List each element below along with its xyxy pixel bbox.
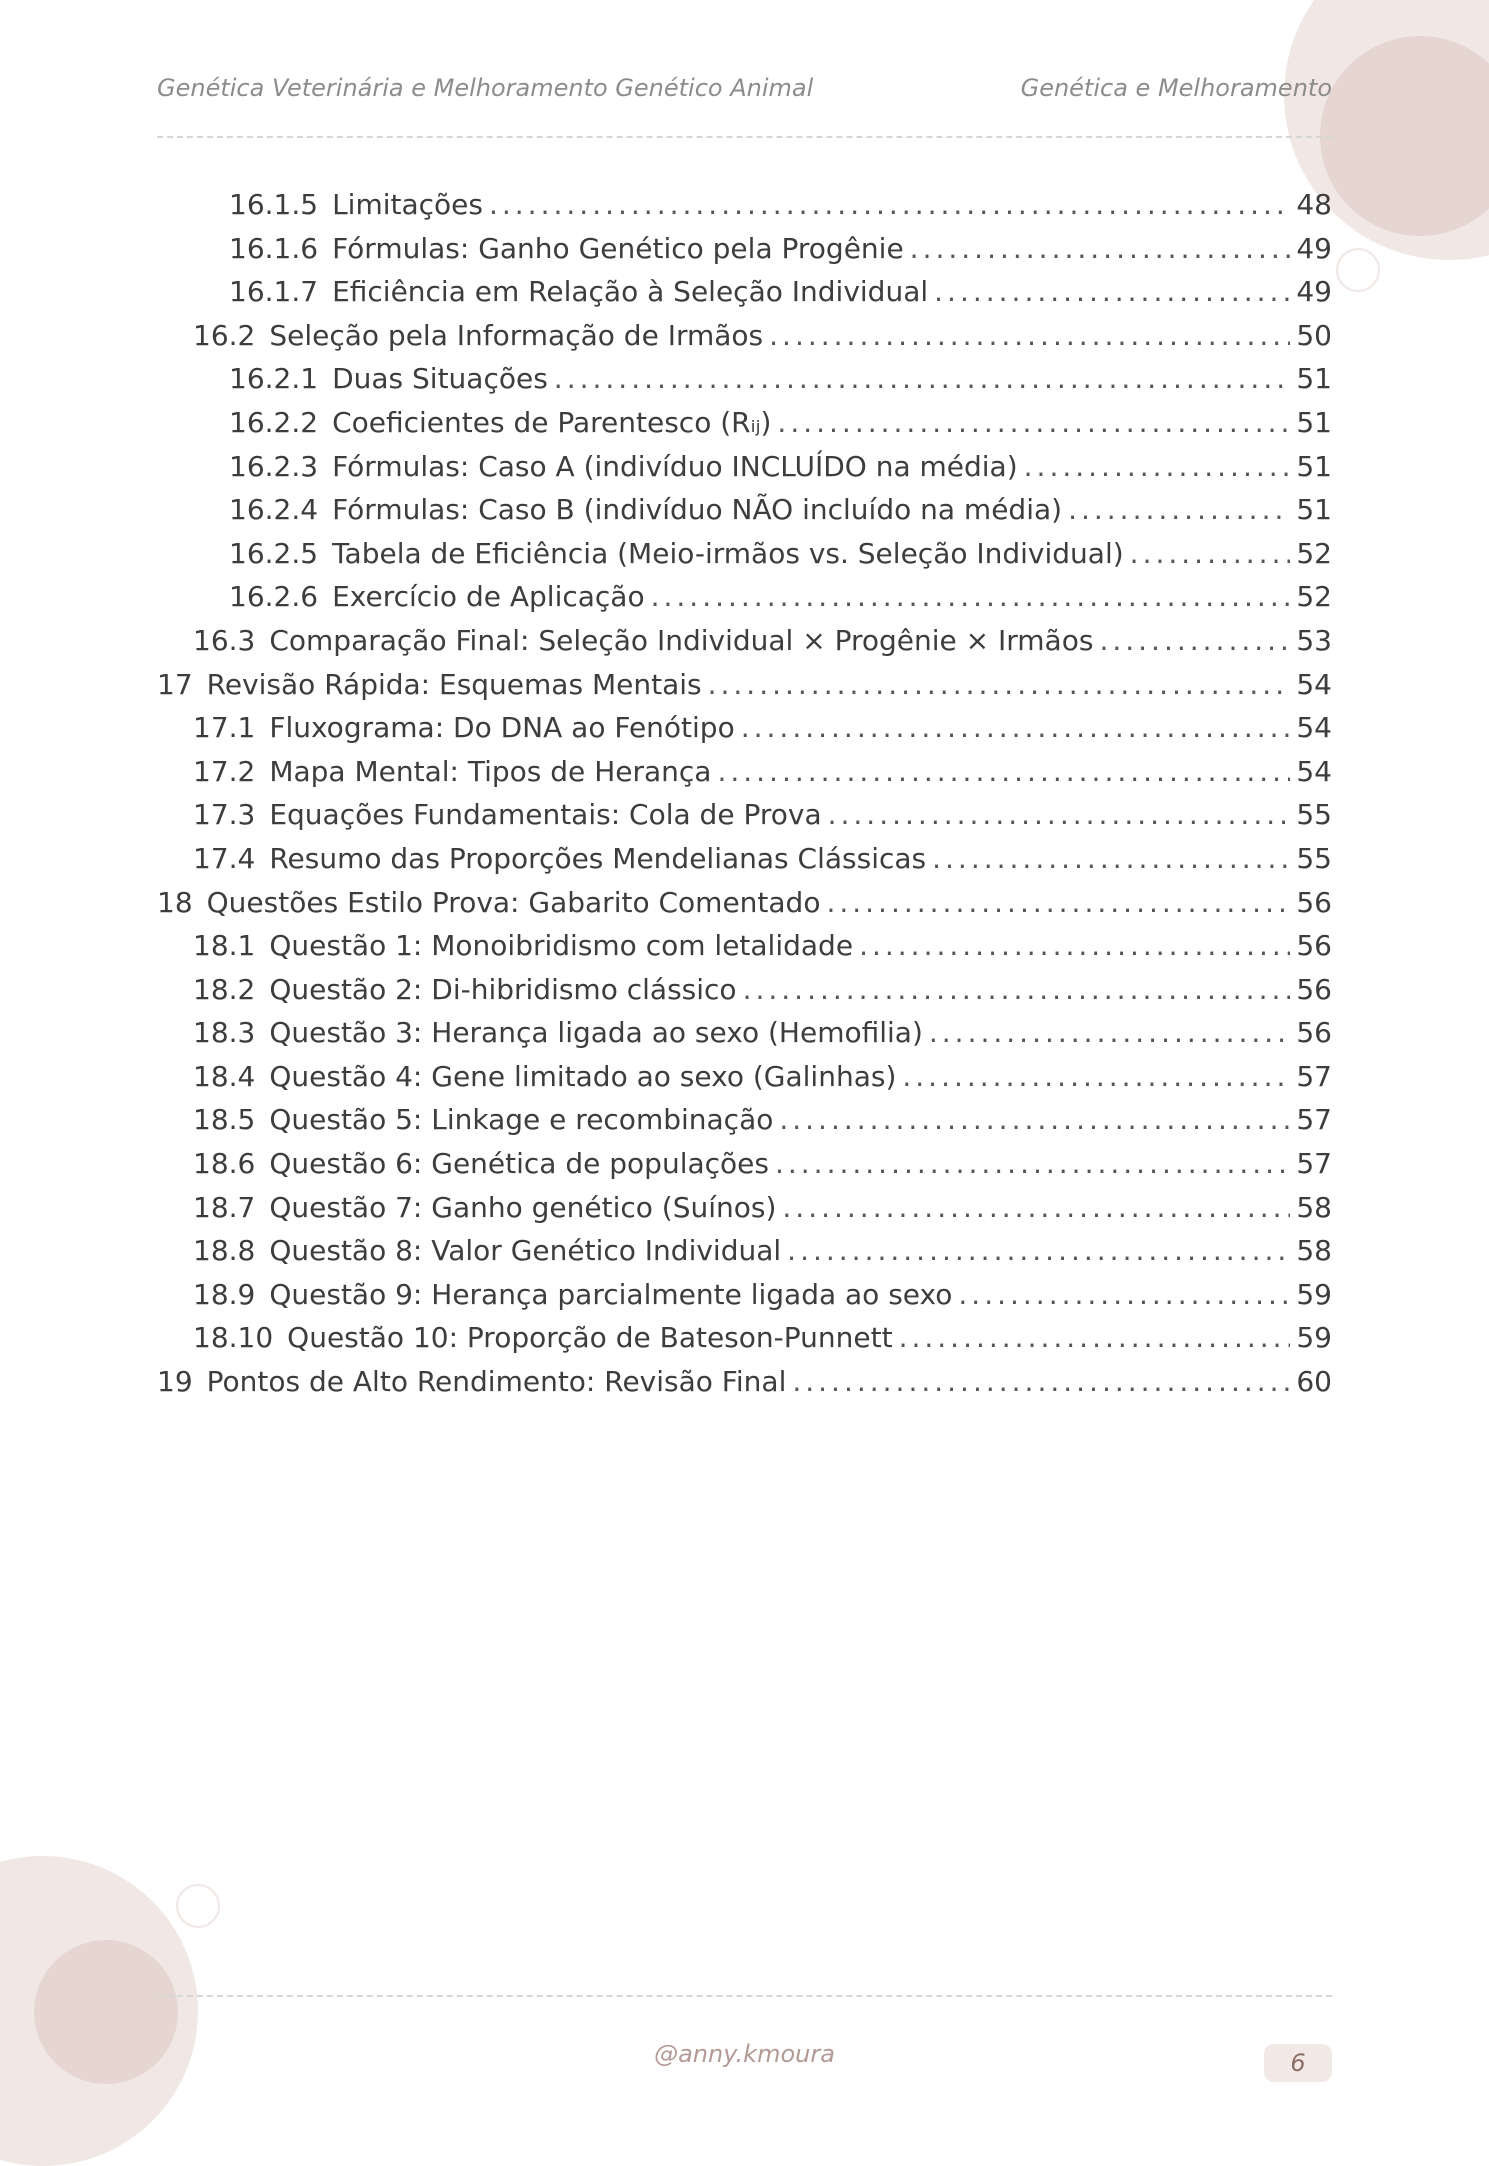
- toc-entry-page: 57: [1296, 1147, 1332, 1181]
- toc-entry-page: 59: [1296, 1321, 1332, 1355]
- toc-entry[interactable]: [157, 842, 1332, 886]
- toc-entry[interactable]: [157, 1191, 1332, 1235]
- page-number-badge: 6: [1264, 2044, 1332, 2082]
- toc-entry-number: 16.2: [193, 318, 256, 352]
- toc-entry-title: Mapa Mental: Tipos de Herança: [269, 754, 712, 788]
- toc-entry-title: Duas Situações: [332, 362, 548, 396]
- toc-entry-number: 16.2.4: [229, 493, 319, 527]
- toc-entry[interactable]: [157, 668, 1332, 712]
- footer-handle: @anny.kmoura: [654, 2040, 835, 2068]
- toc-entry-page: 55: [1296, 841, 1332, 875]
- toc-leader-dots: [828, 798, 1291, 831]
- toc-leader-dots: [1099, 624, 1290, 657]
- toc-entry-page: 56: [1296, 1016, 1332, 1050]
- toc-entry-title: Questão 8: Valor Genético Individual: [269, 1234, 782, 1268]
- toc-entry-title: Fórmulas: Caso B (indivíduo NÃO incluído na média): [332, 493, 1063, 527]
- toc-entry-page: 53: [1296, 623, 1332, 657]
- toc-entry-page: 49: [1296, 231, 1332, 265]
- toc-leader-dots: [958, 1278, 1290, 1311]
- toc-entry[interactable]: [157, 1234, 1332, 1278]
- toc-entry-title: Exercício de Aplicação: [332, 580, 645, 614]
- toc-entry[interactable]: [157, 624, 1332, 668]
- toc-entry-page: 51: [1296, 405, 1332, 439]
- toc-entry-number: 17.4: [193, 841, 256, 875]
- toc-leader-dots: [902, 1060, 1290, 1093]
- toc-entry-number: 18.6: [193, 1147, 256, 1181]
- toc-entry-page: 54: [1296, 754, 1332, 788]
- decor-circle-small-bottom: [176, 1884, 220, 1928]
- toc-entry-title: Coeficientes de Parentesco (Rᵢⱼ): [332, 405, 772, 439]
- toc-entry-page: 56: [1296, 885, 1332, 919]
- toc-leader-dots: [859, 929, 1290, 962]
- decor-circle-small-top: [1336, 248, 1380, 292]
- toc-entry-number: 18.5: [193, 1103, 256, 1137]
- toc-entry-title: Tabela de Eficiência (Meio-irmãos vs. Seleção Individual): [332, 536, 1124, 570]
- toc-entry[interactable]: [157, 232, 1332, 276]
- toc-entry[interactable]: [157, 188, 1332, 232]
- header-divider: [157, 136, 1332, 138]
- toc-entry-title: Resumo das Proporções Mendelianas Clássicas: [269, 841, 927, 875]
- toc-leader-dots: [826, 886, 1290, 919]
- toc-entry-number: 16.2.1: [229, 362, 319, 396]
- toc-entry[interactable]: [157, 929, 1332, 973]
- toc-entry-number: 16.1.7: [229, 275, 319, 309]
- toc-leader-dots: [651, 580, 1291, 613]
- toc-entry-number: 18.7: [193, 1190, 256, 1224]
- toc-entry[interactable]: [157, 798, 1332, 842]
- toc-entry-page: 60: [1296, 1365, 1332, 1399]
- toc-leader-dots: [910, 232, 1291, 265]
- toc-entry-title: Fórmulas: Ganho Genético pela Progênie: [332, 231, 904, 265]
- toc-entry-title: Fluxograma: Do DNA ao Fenótipo: [269, 711, 735, 745]
- toc-entry-page: 54: [1296, 711, 1332, 745]
- toc-entry-page: 49: [1296, 275, 1332, 309]
- toc-leader-dots: [1068, 493, 1290, 526]
- toc-entry-number: 17.2: [193, 754, 256, 788]
- toc-leader-dots: [899, 1321, 1291, 1354]
- running-header-left: Genética Veterinária e Melhoramento Genético Animal: [157, 74, 814, 102]
- toc-entry-page: 48: [1296, 188, 1332, 221]
- toc-entry-title: Questão 7: Ganho genético (Suínos): [269, 1190, 777, 1224]
- toc-entry[interactable]: [157, 362, 1332, 406]
- toc-entry-title: Pontos de Alto Rendimento: Revisão Final: [206, 1365, 787, 1399]
- toc-entry-page: 56: [1296, 929, 1332, 963]
- toc-entry-number: 16.2.6: [229, 580, 319, 614]
- toc-entry-page: 51: [1296, 449, 1332, 483]
- toc-entry-title: Fórmulas: Caso A (indivíduo INCLUÍDO na média): [332, 449, 1018, 483]
- toc-entry-page: 58: [1296, 1234, 1332, 1268]
- toc-entry-title: Seleção pela Informação de Irmãos: [269, 318, 764, 352]
- toc-entry-page: 56: [1296, 972, 1332, 1006]
- toc-leader-dots: [929, 1016, 1290, 1049]
- toc-entry-title: Equações Fundamentais: Cola de Prova: [269, 798, 822, 832]
- toc-entry-title: Questão 10: Proporção de Bateson-Punnett: [287, 1321, 893, 1355]
- toc-entry-number: 17: [157, 667, 193, 701]
- toc-entry-title: Revisão Rápida: Esquemas Mentais: [206, 667, 702, 701]
- toc-leader-dots: [743, 973, 1291, 1006]
- toc-leader-dots: [717, 755, 1290, 788]
- toc-entry-page: 57: [1296, 1059, 1332, 1093]
- toc-entry-number: 17.1: [193, 711, 256, 745]
- toc-entry-page: 52: [1296, 580, 1332, 614]
- toc-entry-page: 51: [1296, 493, 1332, 527]
- toc-entry[interactable]: [157, 493, 1332, 537]
- toc-leader-dots: [932, 842, 1290, 875]
- toc-entry[interactable]: [157, 1103, 1332, 1147]
- toc-entry-number: 18.9: [193, 1277, 256, 1311]
- toc-entry[interactable]: [157, 1365, 1332, 1409]
- toc-leader-dots: [741, 711, 1291, 744]
- toc-entry-page: 58: [1296, 1190, 1332, 1224]
- toc-entry-number: 18.4: [193, 1059, 256, 1093]
- toc-entry-page: 50: [1296, 318, 1332, 352]
- toc-entry-title: Questão 5: Linkage e recombinação: [269, 1103, 774, 1137]
- toc-entry[interactable]: [157, 1147, 1332, 1191]
- toc-leader-dots: [489, 188, 1290, 221]
- toc-leader-dots: [769, 319, 1290, 352]
- toc-entry[interactable]: [157, 275, 1332, 319]
- toc-entry-title: Questão 3: Herança ligada ao sexo (Hemofilia): [269, 1016, 923, 1050]
- toc-leader-dots: [775, 1147, 1290, 1180]
- toc-entry-number: 16.1.5: [229, 188, 319, 221]
- toc-entry[interactable]: [157, 1060, 1332, 1104]
- toc-entry-number: 16.1.6: [229, 231, 319, 265]
- toc-entry[interactable]: [157, 886, 1332, 930]
- toc-leader-dots: [787, 1234, 1290, 1267]
- toc-entry[interactable]: [157, 973, 1332, 1017]
- toc-entry-title: Questão 2: Di-hibridismo clássico: [269, 972, 737, 1006]
- toc-entry[interactable]: [157, 1016, 1332, 1060]
- toc-leader-dots: [1130, 537, 1291, 570]
- toc-leader-dots: [782, 1191, 1290, 1224]
- toc-entry-title: Eficiência em Relação à Seleção Individual: [332, 275, 929, 309]
- toc-leader-dots: [777, 406, 1290, 439]
- toc-entry-number: 18.2: [193, 972, 256, 1006]
- toc-entry[interactable]: [157, 1321, 1332, 1365]
- toc-entry-number: 16.2.2: [229, 405, 319, 439]
- toc-leader-dots: [1024, 450, 1291, 483]
- toc-entry-title: Questão 1: Monoibridismo com letalidade: [269, 929, 854, 963]
- toc-entry[interactable]: [157, 580, 1332, 624]
- toc-entry-page: 59: [1296, 1277, 1332, 1311]
- toc-entry[interactable]: [157, 1278, 1332, 1322]
- toc-leader-dots: [779, 1103, 1290, 1136]
- toc-entry-title: Comparação Final: Seleção Individual × Progênie × Irmãos: [269, 623, 1094, 657]
- toc-entry-page: 51: [1296, 362, 1332, 396]
- toc-entry-number: 16.3: [193, 623, 256, 657]
- toc-entry-title: Limitações: [332, 188, 483, 221]
- toc-entry-number: 16.2.3: [229, 449, 319, 483]
- toc-entry-number: 19: [157, 1365, 193, 1399]
- toc-entry-title: Questões Estilo Prova: Gabarito Comentado: [206, 885, 821, 919]
- toc-entry-number: 17.3: [193, 798, 256, 832]
- toc-entry-number: 18.3: [193, 1016, 256, 1050]
- toc-entry-title: Questão 9: Herança parcialmente ligada ao sexo: [269, 1277, 953, 1311]
- toc-entry[interactable]: [157, 537, 1332, 581]
- toc-entry-page: 52: [1296, 536, 1332, 570]
- footer-divider: [157, 1995, 1332, 1997]
- toc-entry-number: 16.2.5: [229, 536, 319, 570]
- toc-entry[interactable]: [157, 755, 1332, 799]
- toc-entry[interactable]: [157, 450, 1332, 494]
- toc-entry-number: 18.8: [193, 1234, 256, 1268]
- toc-entry[interactable]: [157, 406, 1332, 450]
- toc-entry-number: 18.10: [193, 1321, 274, 1355]
- toc-entry-page: 57: [1296, 1103, 1332, 1137]
- toc-entry[interactable]: [157, 711, 1332, 755]
- toc-leader-dots: [554, 362, 1291, 395]
- table-of-contents: [157, 188, 1332, 1409]
- toc-entry-number: 18.1: [193, 929, 256, 963]
- running-header-right: Genética e Melhoramento: [1020, 74, 1332, 102]
- toc-leader-dots: [708, 668, 1291, 701]
- toc-entry[interactable]: [157, 319, 1332, 363]
- toc-entry-title: Questão 4: Gene limitado ao sexo (Galinhas): [269, 1059, 897, 1093]
- toc-entry-page: 54: [1296, 667, 1332, 701]
- toc-leader-dots: [792, 1365, 1290, 1398]
- toc-entry-title: Questão 6: Genética de populações: [269, 1147, 769, 1181]
- toc-leader-dots: [934, 275, 1290, 308]
- toc-entry-page: 55: [1296, 798, 1332, 832]
- toc-entry-number: 18: [157, 885, 193, 919]
